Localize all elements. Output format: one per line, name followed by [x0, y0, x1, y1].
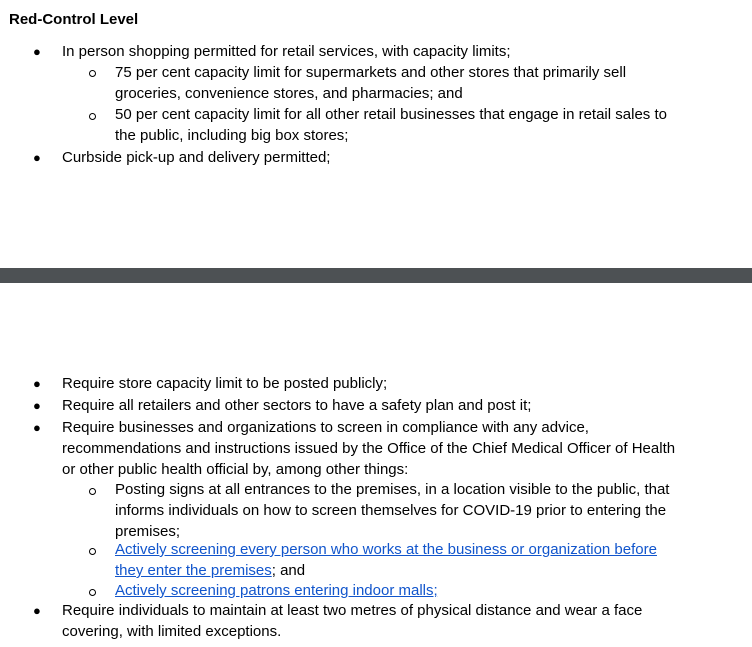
sub-item-screening-workers-line2 — [115, 561, 305, 582]
list-item-curbside-pickup: Curbside pick-up and delivery permitted; — [62, 149, 331, 166]
list-item-screening-line2: recommendations and instructions issued by the Office of the Chief Medical Officer of Health — [62, 440, 676, 457]
sub-item-posting-signs-line1: Posting signs at all entrances to the premises, in a location visible to the public, that — [115, 481, 670, 498]
list-item-screening-line3: or other public health official by, among other things: — [62, 461, 409, 478]
sub-item-posting-signs-line3: premises; — [115, 523, 181, 540]
sub-item-75-percent-line1: 75 per cent capacity limit for supermarkets and other stores that primarily sell — [115, 64, 627, 81]
page-break-divider — [0, 268, 752, 283]
bullet-icon: ● — [33, 398, 41, 413]
list-item-physical-distance-line2: covering, with limited exceptions. — [62, 623, 282, 640]
sub-item-screening-workers-line1 — [115, 540, 657, 561]
list-item-physical-distance-line1: Require individuals to maintain at least two metres of physical distance and wear a face — [62, 602, 643, 619]
sub-bullet-icon — [89, 488, 96, 495]
sub-item-50-percent-line2: the public, including big box stores; — [115, 127, 349, 144]
bullet-icon: ● — [33, 150, 41, 165]
sub-item-screening-workers-tail: ; and — [271, 562, 306, 579]
section-heading: Red-Control Level — [9, 11, 139, 28]
bullet-icon: ● — [33, 603, 41, 618]
link-screening-workers-continued[interactable]: they enter the premises — [115, 562, 272, 579]
bullet-icon: ● — [33, 420, 41, 435]
sub-item-posting-signs-line2: informs individuals on how to screen themselves for COVID-19 prior to entering the — [115, 502, 667, 519]
link-screening-patrons[interactable]: Actively screening patrons entering indoor malls; — [115, 582, 438, 599]
bullet-icon: ● — [33, 44, 41, 59]
document-page-top — [0, 0, 752, 268]
bullet-icon: ● — [33, 376, 41, 391]
list-item-in-person-shopping: In person shopping permitted for retail services, with capacity limits; — [62, 43, 511, 60]
list-item-capacity-posted: Require store capacity limit to be posted publicly; — [62, 375, 388, 392]
document-page-bottom — [0, 283, 752, 647]
sub-bullet-icon — [89, 548, 96, 555]
sub-item-75-percent-line2: groceries, convenience stores, and pharmacies; and — [115, 85, 463, 102]
link-screening-workers[interactable]: Actively screening every person who works at the business or organization before — [115, 541, 657, 558]
sub-item-50-percent-line1: 50 per cent capacity limit for all other retail businesses that engage in retail sales to — [115, 106, 667, 123]
list-item-screening-line1: Require businesses and organizations to screen in compliance with any advice, — [62, 419, 589, 436]
sub-item-screening-patrons — [115, 581, 438, 602]
sub-bullet-icon — [89, 70, 96, 77]
sub-bullet-icon — [89, 113, 96, 120]
sub-bullet-icon — [89, 589, 96, 596]
list-item-safety-plan: Require all retailers and other sectors to have a safety plan and post it; — [62, 397, 532, 414]
